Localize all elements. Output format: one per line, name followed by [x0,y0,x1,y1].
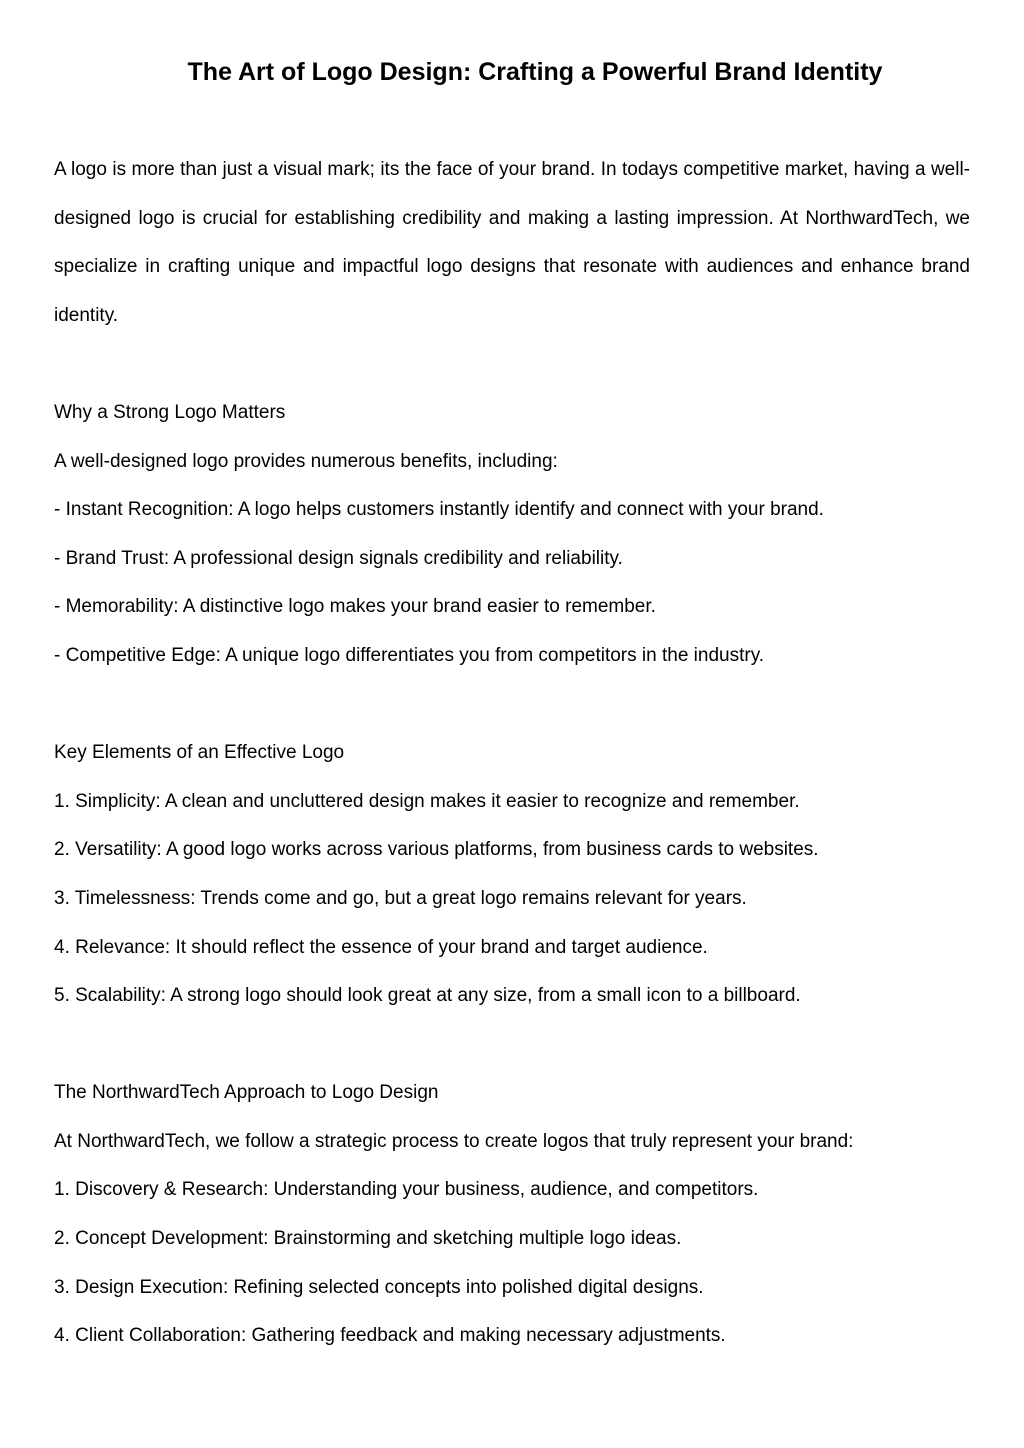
numbered-item: 4. Relevance: It should reflect the essence of your brand and target audience. [54,936,708,958]
bullet-item: - Memorability: A distinctive logo makes your brand easier to remember. [54,596,656,618]
document-title: The Art of Logo Design: Crafting a Powerful Brand Identity [187,58,883,86]
bullet-item: - Brand Trust: A professional design signals credibility and reliability. [54,547,623,569]
numbered-item: 5. Scalability: A strong logo should look great at any size, from a small icon to a billboard. [54,985,801,1007]
section-heading: The NorthwardTech Approach to Logo Design [54,1082,439,1104]
spacer [54,1021,970,1070]
section-heading: Key Elements of an Effective Logo [54,742,345,764]
section-approach [54,1069,970,1361]
intro-paragraph: A logo is more than just a visual mark; its the face of your brand. In todays competitive market, having a well-designed logo is crucial for establishing credibility and making a lasting impression. At NorthwardTech, we specialize in crafting unique and impactful logo designs that resonate with audiences and enhance brand identity. [54,159,970,326]
numbered-item: 1. Simplicity: A clean and uncluttered design makes it easier to recognize and remember. [54,790,800,812]
numbered-item: 3. Timelessness: Trends come and go, but a great logo remains relevant for years. [54,887,747,909]
spacer [54,340,970,389]
spacer [54,681,970,730]
document-body [54,146,970,1361]
numbered-item: 2. Versatility: A good logo works across various platforms, from business cards to websites. [54,839,819,861]
section-key-elements [54,729,970,1021]
section-why-logo-matters [54,389,970,681]
numbered-item: 4. Client Collaboration: Gathering feedback and making necessary adjustments. [54,1325,726,1347]
section-line: A well-designed logo provides numerous benefits, including: [54,450,558,472]
bullet-item: - Competitive Edge: A unique logo differentiates you from competitors in the industry. [54,644,765,666]
numbered-item: 1. Discovery & Research: Understanding your business, audience, and competitors. [54,1179,759,1201]
numbered-item: 3. Design Execution: Refining selected concepts into polished digital designs. [54,1276,704,1298]
bullet-item: - Instant Recognition: A logo helps customers instantly identify and connect with your brand. [54,499,824,521]
section-heading: Why a Strong Logo Matters [54,401,286,423]
section-line: At NorthwardTech, we follow a strategic process to create logos that truly represent your brand: [54,1130,854,1152]
numbered-item: 2. Concept Development: Brainstorming and sketching multiple logo ideas. [54,1228,682,1250]
